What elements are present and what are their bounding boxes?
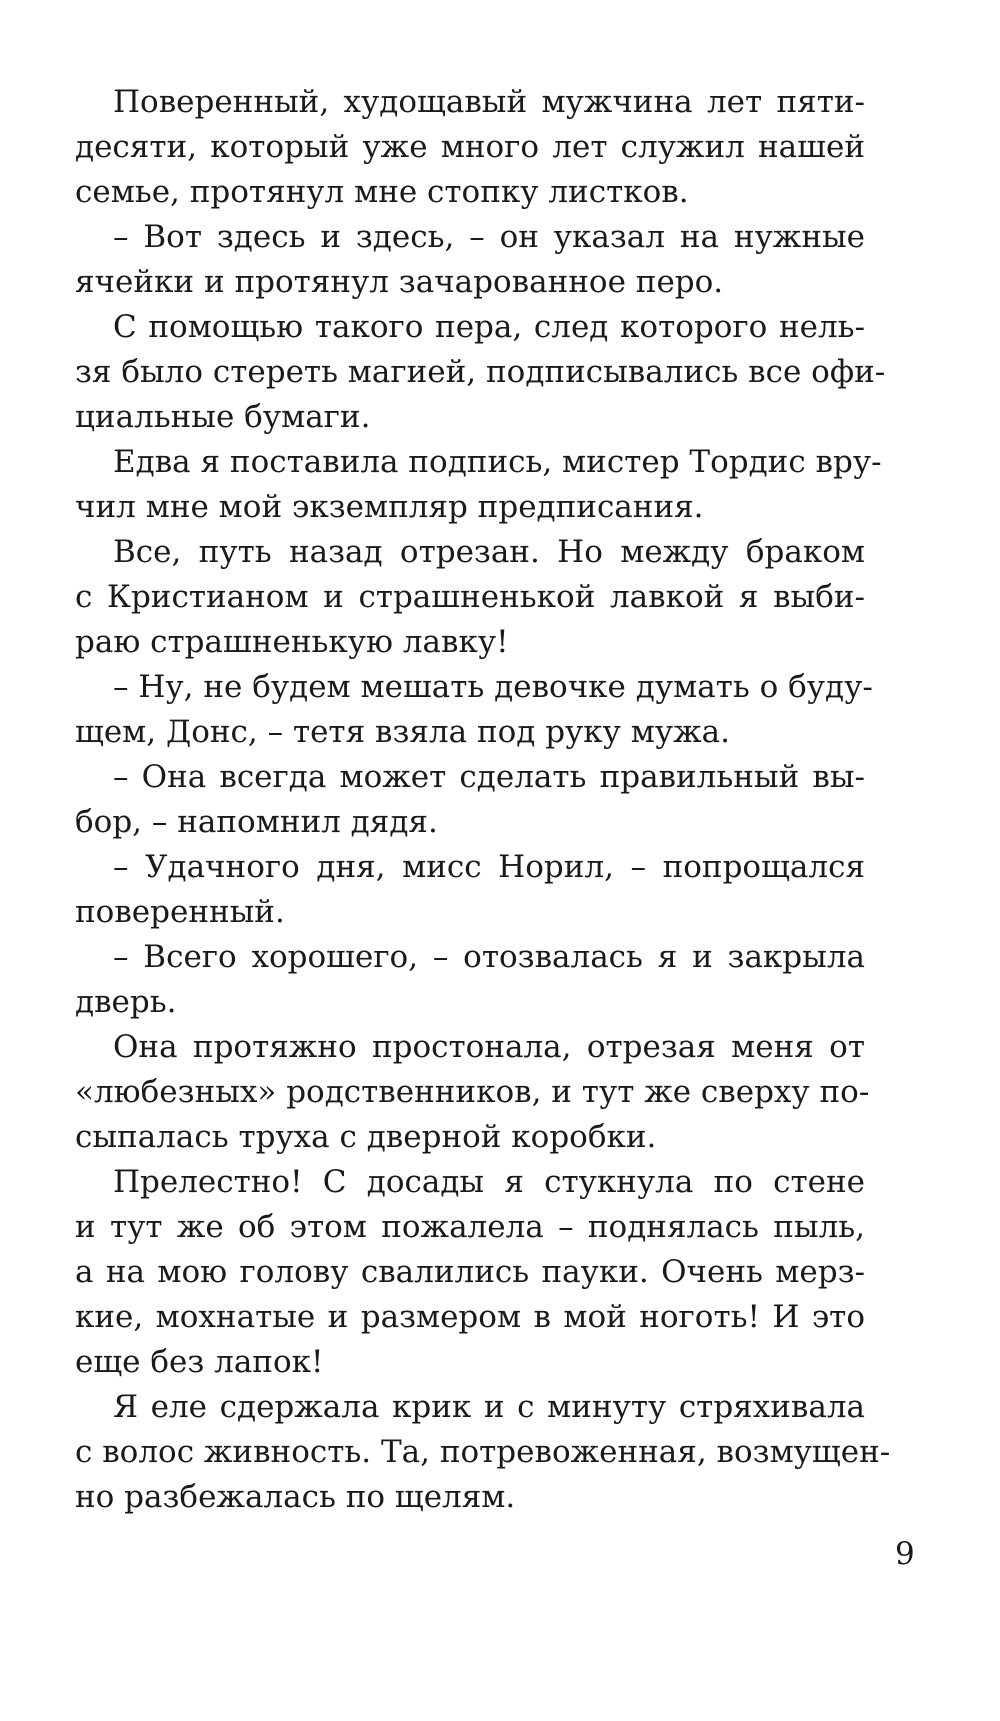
text-line: Прелестно! С досады я стукнула по стене bbox=[113, 1164, 865, 1200]
text-line: и тут же об этом пожалела – поднялась пыль, bbox=[75, 1209, 865, 1245]
text-line: – Вот здесь и здесь, – он указал на нужные bbox=[113, 219, 865, 255]
text-line: еще без лапок! bbox=[75, 1344, 324, 1380]
text-line: раю страшненькую лавку! bbox=[75, 624, 509, 660]
text-line: Я еле сдержала крик и с минуту стряхивала bbox=[113, 1389, 865, 1425]
text-line: кие, мохнатые и размером в мой ноготь! И это bbox=[75, 1299, 865, 1335]
text-line: ячейки и протянул зачарованное перо. bbox=[75, 264, 724, 300]
text-line: десяти, который уже много лет служил нашей bbox=[75, 129, 865, 165]
text-line: с волос живность. Та, потревоженная, возмущен- bbox=[75, 1434, 891, 1470]
text-line: – Она всегда может сделать правильный вы- bbox=[113, 759, 865, 795]
text-line: семье, протянул мне стопку листков. bbox=[75, 174, 689, 210]
text-line: «любезных» родственников, и тут же сверху по- bbox=[75, 1074, 870, 1110]
text-line: с Кристианом и страшненькой лавкой я выби- bbox=[75, 579, 865, 615]
text-line: – Всего хорошего, – отозвалась я и закрыла bbox=[113, 939, 865, 975]
text-line: Все, путь назад отрезан. Но между браком bbox=[113, 534, 865, 570]
text-line: поверенный. bbox=[75, 894, 285, 930]
text-line: сыпалась труха с дверной коробки. bbox=[75, 1119, 657, 1155]
text-line: С помощью такого пера, след которого нель- bbox=[113, 309, 865, 345]
text-line: Она протяжно простонала, отрезая меня от bbox=[113, 1029, 865, 1065]
text-line: а на мою голову свалились пауки. Очень мерз- bbox=[75, 1254, 865, 1290]
text-line: циальные бумаги. bbox=[75, 399, 371, 435]
text-line: – Ну, не будем мешать девочке думать о буду- bbox=[113, 669, 873, 705]
text-line: Едва я поставила подпись, мистер Тордис вру- bbox=[113, 444, 882, 480]
page-number: 9 bbox=[895, 1536, 915, 1572]
text-line: дверь. bbox=[75, 984, 177, 1020]
text-line: щем, Донс, – тетя взяла под руку мужа. bbox=[75, 714, 730, 750]
text-line: но разбежалась по щелям. bbox=[75, 1479, 516, 1515]
text-line: чил мне мой экземпляр предписания. bbox=[75, 489, 704, 525]
text-line: зя было стереть магией, подписывались все офи- bbox=[75, 354, 886, 390]
text-line: бор, – напомнил дядя. bbox=[75, 804, 438, 840]
text-line: Поверенный, худощавый мужчина лет пяти- bbox=[113, 84, 865, 120]
text-line: – Удачного дня, мисс Норил, – попрощался bbox=[113, 849, 865, 885]
